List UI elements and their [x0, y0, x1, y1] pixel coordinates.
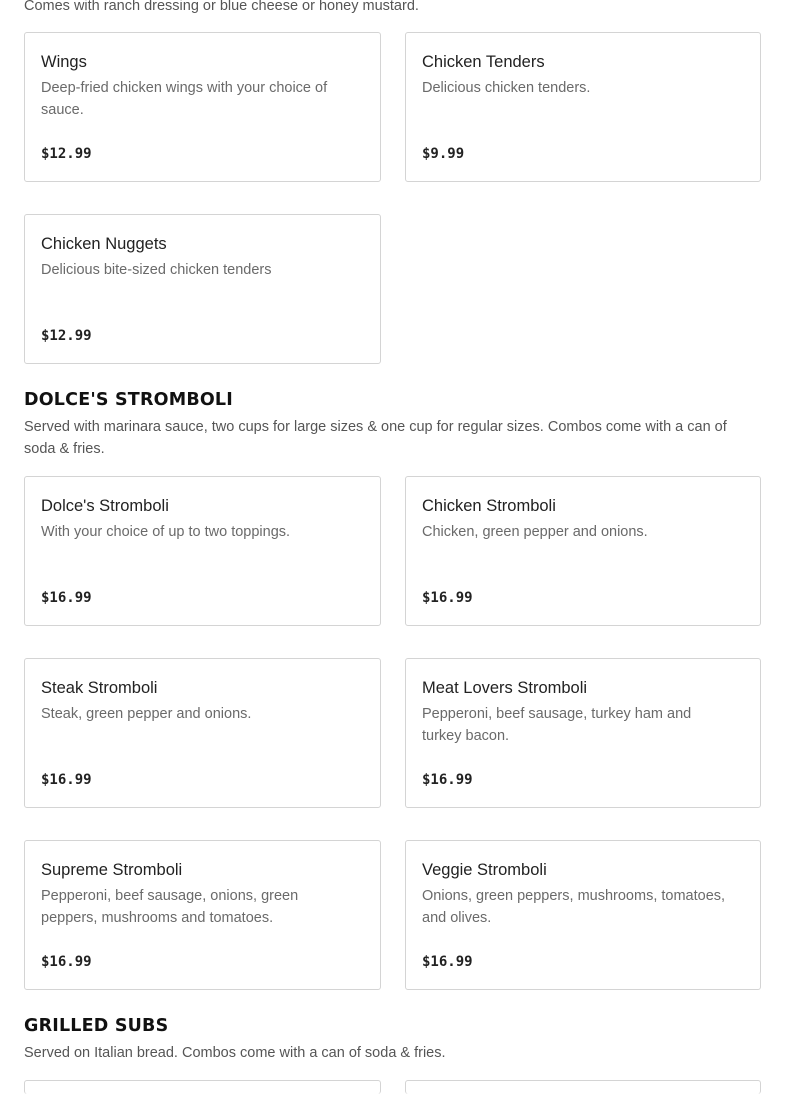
menu-item-card[interactable]	[24, 840, 381, 990]
menu-item-name: Supreme Stromboli	[41, 861, 183, 879]
menu-item-description: Pepperoni, beef sausage, onions, green peppers, mushrooms and tomatoes.	[41, 888, 299, 926]
menu-item-price: $16.99	[422, 772, 473, 788]
menu-item-card[interactable]	[405, 658, 761, 808]
menu-item-name: Veggie Stromboli	[422, 861, 547, 879]
menu-item-price: $12.99	[41, 146, 92, 162]
menu-item-price: $16.99	[41, 590, 92, 606]
menu-item-name: Dolce's Stromboli	[41, 497, 169, 515]
menu-item-description: Deep-fried chicken wings with your choice of sauce.	[41, 80, 328, 118]
menu-item-name: Meat Lovers Stromboli	[422, 679, 588, 697]
menu-item-price: $16.99	[41, 772, 92, 788]
menu-item-card[interactable]	[24, 476, 381, 626]
section-description-grilled-subs: Served on Italian bread. Combos come with a can of soda & fries.	[24, 1045, 446, 1061]
menu-item-description: Chicken, green pepper and onions.	[422, 524, 648, 540]
menu-item-card[interactable]	[24, 658, 381, 808]
section-title-grilled-subs: GRILLED SUBS	[24, 1016, 169, 1036]
section-description-stromboli: Served with marinara sauce, two cups for large sizes & one cup for regular sizes. Combos come with a can of soda & fries.	[24, 419, 727, 457]
menu-item-price: $16.99	[422, 590, 473, 606]
menu-item-card[interactable]	[24, 1080, 381, 1094]
menu-item-name: Chicken Stromboli	[422, 497, 556, 515]
menu-item-name: Steak Stromboli	[41, 679, 158, 697]
menu-item-name: Wings	[41, 53, 87, 71]
menu-item-description: Onions, green peppers, mushrooms, tomatoes, and olives.	[422, 888, 726, 926]
menu-item-price: $9.99	[422, 146, 465, 162]
menu-item-name: Chicken Nuggets	[41, 235, 167, 253]
menu-item-description: With your choice of up to two toppings.	[41, 524, 291, 540]
menu-item-card[interactable]	[405, 1080, 761, 1094]
menu-item-card[interactable]	[405, 476, 761, 626]
menu-item-description: Delicious chicken tenders.	[422, 80, 591, 96]
menu-item-price: $16.99	[41, 954, 92, 970]
section-title-stromboli: DOLCE'S STROMBOLI	[24, 390, 233, 410]
menu-item-card[interactable]	[405, 840, 761, 990]
menu-item-price: $16.99	[422, 954, 473, 970]
menu-item-description: Delicious bite-sized chicken tenders	[41, 262, 272, 278]
menu-item-name: Chicken Tenders	[422, 53, 545, 71]
menu-item-description: Pepperoni, beef sausage, turkey ham and turkey bacon.	[422, 706, 692, 744]
menu-item-card[interactable]	[24, 32, 381, 182]
menu-item-card[interactable]	[405, 32, 761, 182]
appetizers-section-description: Comes with ranch dressing or blue cheese or honey mustard.	[24, 0, 419, 14]
menu-item-description: Steak, green pepper and onions.	[41, 706, 252, 722]
menu-item-price: $12.99	[41, 328, 92, 344]
menu-item-card[interactable]	[24, 214, 381, 364]
